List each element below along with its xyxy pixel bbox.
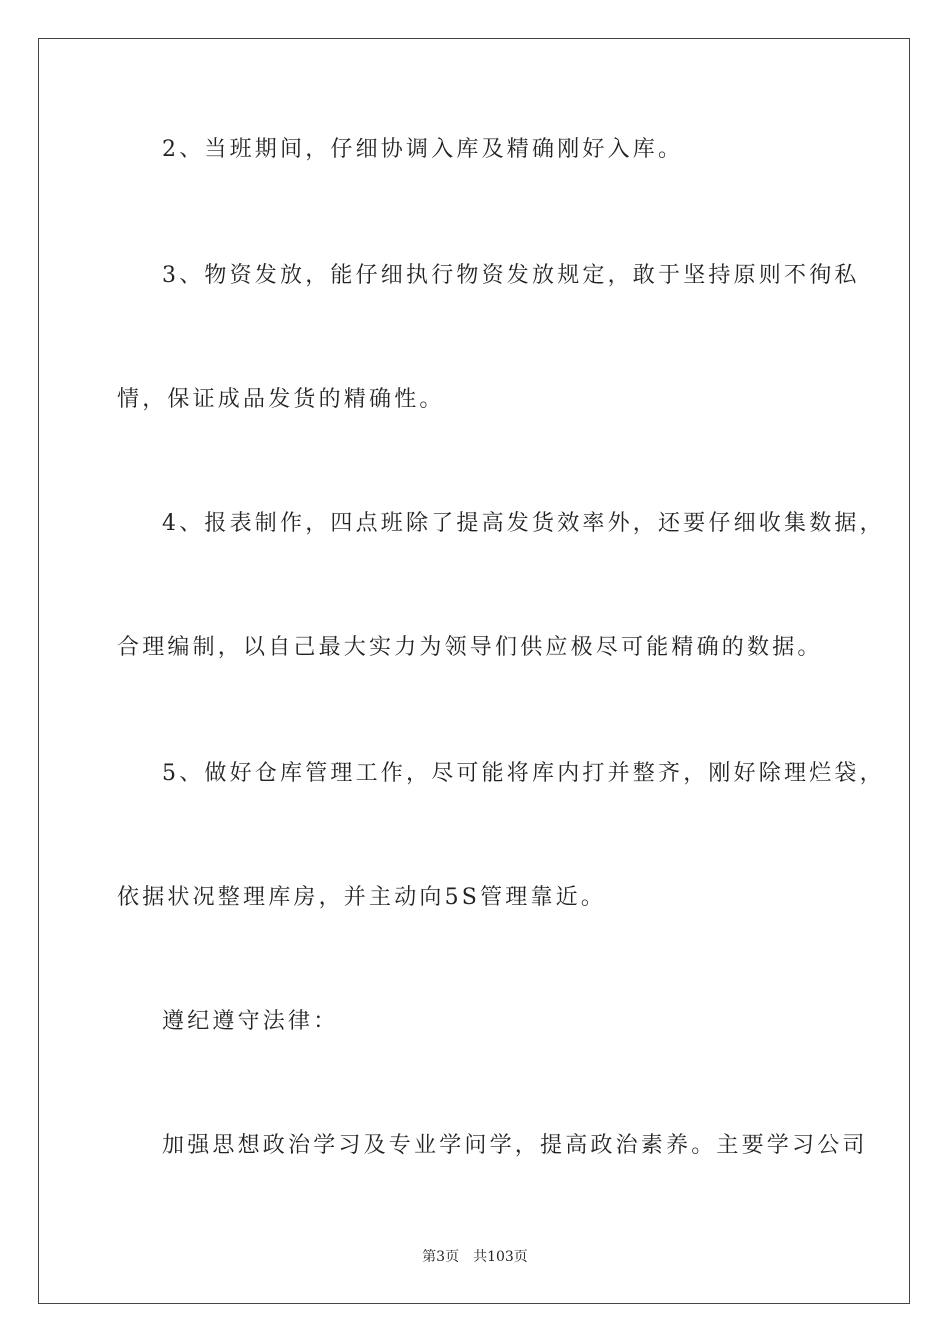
page-number: 第3页 共103页 [422,1249,528,1265]
paragraph-line: 加强思想政治学习及专业学问学，提高政治素养。主要学习公司 [162,1133,868,1158]
page-border [38,38,910,1304]
paragraph-line: 合理编制，以自己最大实力为领导们供应极尽可能精确的数据。 [117,635,823,660]
section-heading: 遵纪遵守法律： [162,1009,339,1034]
paragraph-line: 4、报表制作，四点班除了提高发货效率外，还要仔细收集数据， [162,511,885,536]
paragraph-line: 5、做好仓库管理工作，尽可能将库内打并整齐，刚好除理烂袋， [162,761,885,786]
paragraph-line: 3、物资发放，能仔细执行物资发放规定，敢于坚持原则不徇私 [162,263,860,288]
paragraph-line: 2、当班期间，仔细协调入库及精确刚好入库。 [162,137,684,162]
paragraph-line: 情，保证成品发货的精确性。 [117,387,445,412]
paragraph-line: 依据状况整理库房，并主动向5S管理靠近。 [117,885,607,910]
